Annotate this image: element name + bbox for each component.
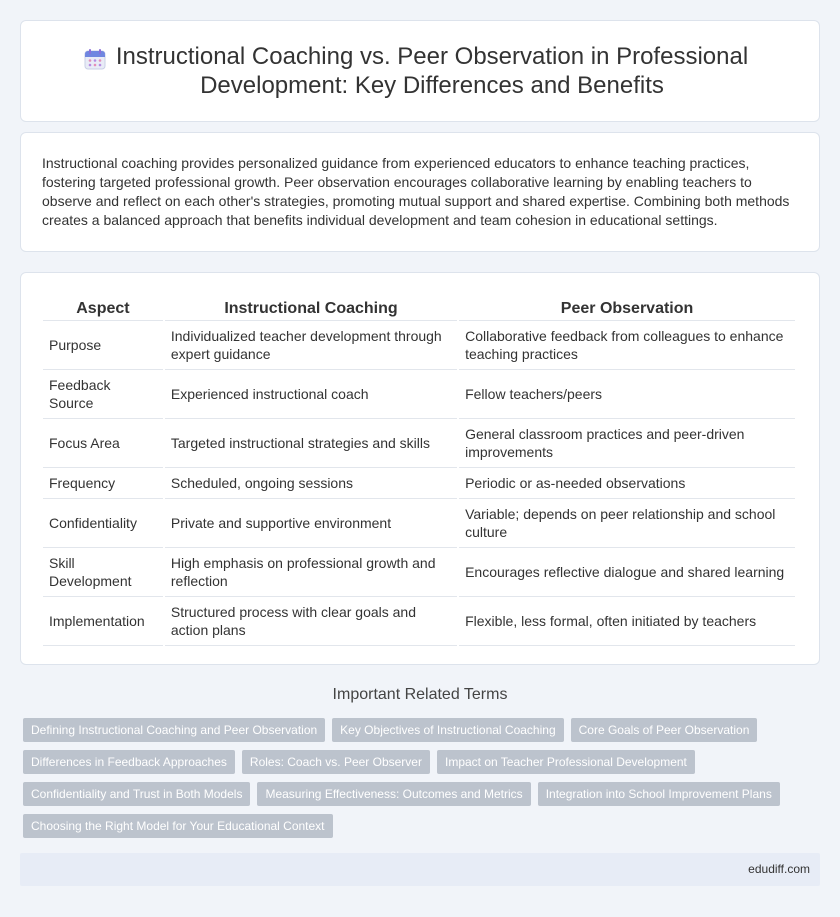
- related-term-tag[interactable]: Choosing the Right Model for Your Educational Context: [23, 814, 333, 838]
- row-peer-value: Fellow teachers/peers: [459, 370, 795, 419]
- row-aspect: Focus Area: [43, 419, 163, 468]
- row-coaching-value: High emphasis on professional growth and reflection: [165, 548, 457, 597]
- related-terms-list: [23, 718, 803, 838]
- related-term-tag[interactable]: Integration into School Improvement Plans: [538, 782, 780, 806]
- intro-paragraph: Instructional coaching provides personalized guidance from experienced educators to enhance teaching practices, fostering targeted professional growth. Peer observation encourages collaborative learning by enabling teachers to observe and reflect on each other's strategies, promoting mutual support and shared expertise. Combining both methods creates a balanced approach that benefits individual development and team cohesion in educational settings.: [42, 155, 790, 228]
- row-aspect: Confidentiality: [43, 499, 163, 548]
- table-row: [43, 370, 795, 419]
- row-coaching-value: Targeted instructional strategies and skills: [165, 419, 457, 468]
- row-aspect: Feedback Source: [43, 370, 163, 419]
- row-peer-value: Collaborative feedback from colleagues to enhance teaching practices: [459, 321, 795, 370]
- related-term-tag[interactable]: Core Goals of Peer Observation: [571, 718, 758, 742]
- related-term-tag[interactable]: Confidentiality and Trust in Both Models: [23, 782, 250, 806]
- footer-site-link[interactable]: edudiff.com: [748, 862, 810, 876]
- table-row: [43, 499, 795, 548]
- related-terms-title: Important Related Terms: [332, 686, 508, 703]
- related-term-tag[interactable]: Measuring Effectiveness: Outcomes and Metrics: [257, 782, 530, 806]
- row-peer-value: Flexible, less formal, often initiated by teachers: [459, 597, 795, 646]
- table-row: [43, 419, 795, 468]
- intro-card: [20, 132, 820, 252]
- row-aspect: Frequency: [43, 468, 163, 499]
- column-header-peer-observation: Peer Observation: [459, 293, 795, 321]
- row-coaching-value: Experienced instructional coach: [165, 370, 457, 419]
- row-peer-value: Variable; depends on peer relationship and school culture: [459, 499, 795, 548]
- footer: [20, 853, 820, 886]
- related-term-tag[interactable]: Differences in Feedback Approaches: [23, 750, 235, 774]
- row-coaching-value: Private and supportive environment: [165, 499, 457, 548]
- row-aspect: Skill Development: [43, 548, 163, 597]
- comparison-card: [20, 272, 820, 665]
- table-row: [43, 597, 795, 646]
- row-peer-value: General classroom practices and peer-driven improvements: [459, 419, 795, 468]
- table-row: [43, 548, 795, 597]
- row-peer-value: Periodic or as-needed observations: [459, 468, 795, 499]
- column-header-aspect: Aspect: [43, 293, 163, 321]
- page-title: Instructional Coaching vs. Peer Observation in Professional Development: Key Differences and Benefits: [115, 43, 749, 99]
- row-coaching-value: Scheduled, ongoing sessions: [165, 468, 457, 499]
- row-aspect: Implementation: [43, 597, 163, 646]
- row-aspect: Purpose: [43, 321, 163, 370]
- related-term-tag[interactable]: Key Objectives of Instructional Coaching: [332, 718, 563, 742]
- related-term-tag[interactable]: Defining Instructional Coaching and Peer Observation: [23, 718, 325, 742]
- row-peer-value: Encourages reflective dialogue and shared learning: [459, 548, 795, 597]
- table-header-row: [43, 293, 795, 321]
- related-term-tag[interactable]: Roles: Coach vs. Peer Observer: [242, 750, 430, 774]
- column-header-instructional-coaching: Instructional Coaching: [165, 293, 457, 321]
- related-term-tag[interactable]: Impact on Teacher Professional Development: [437, 750, 695, 774]
- header-card: [20, 20, 820, 122]
- row-coaching-value: Structured process with clear goals and action plans: [165, 597, 457, 646]
- table-row: [43, 468, 795, 499]
- row-coaching-value: Individualized teacher development through expert guidance: [165, 321, 457, 370]
- comparison-table: [41, 293, 797, 646]
- table-row: [43, 321, 795, 370]
